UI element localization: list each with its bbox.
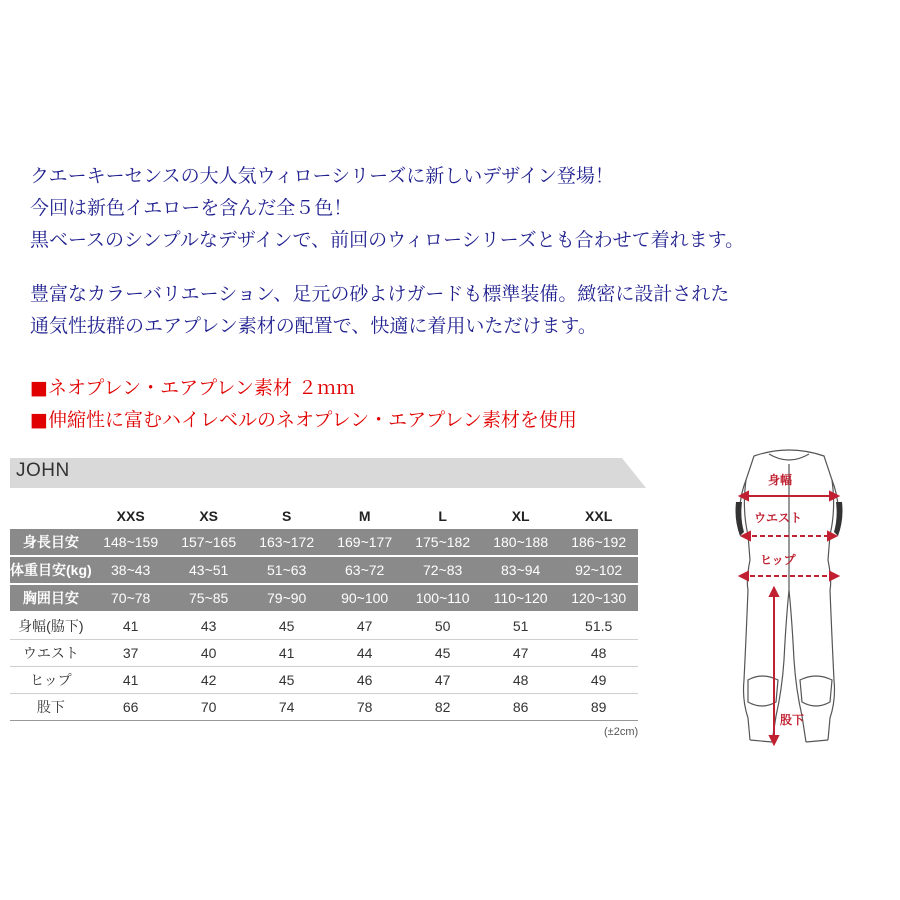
row-label: 身幅(脇下) [10, 612, 92, 640]
table-cell: 180~188 [482, 529, 560, 556]
row-label: ウエスト [10, 640, 92, 667]
tolerance-note: (±2cm) [604, 726, 639, 738]
table-cell: 48 [482, 667, 560, 694]
table-cell: 120~130 [560, 584, 638, 612]
table-cell: 110~120 [482, 584, 560, 612]
table-cell: 66 [92, 694, 170, 721]
spec-line: ■ネオプレン・エアプレン素材 ２ｍｍ [30, 377, 355, 399]
table-cell: 89 [560, 694, 638, 721]
size-header: XXL [585, 508, 613, 524]
size-header: L [438, 508, 447, 524]
table-cell: 44 [326, 640, 404, 667]
table-cell: 90~100 [326, 584, 404, 612]
hip-label: ヒップ [760, 553, 796, 567]
table-cell: 41 [92, 667, 170, 694]
table-row-body-width [10, 612, 638, 640]
description-line: 通気性抜群のエアプレン素材の配置で、快適に着用いただけます。 [30, 315, 597, 337]
table-cell: 46 [326, 667, 404, 694]
row-label: ヒップ [10, 667, 92, 694]
table-cell: 43~51 [170, 556, 248, 584]
size-header-blank [10, 503, 92, 529]
table-cell: 51 [482, 612, 560, 640]
table-row-chest [10, 584, 638, 612]
table-cell: 40 [170, 640, 248, 667]
size-header: XXS [116, 508, 145, 524]
row-label: 胸囲目安 [10, 584, 92, 612]
table-cell: 41 [92, 612, 170, 640]
table-cell: 75~85 [170, 584, 248, 612]
table-cell: 70 [170, 694, 248, 721]
table-cell: 37 [92, 640, 170, 667]
size-chart-table [10, 503, 638, 721]
size-header: M [358, 508, 371, 524]
description-line: 黒ベースのシンプルなデザインで、前回のウィローシリーズとも合わせて着れます。 [30, 229, 745, 251]
description-line: 今回は新色イエローを含んだ全５色！ [30, 197, 353, 219]
model-header-background [10, 458, 646, 488]
model-header-bar [10, 458, 646, 488]
table-cell: 70~78 [92, 584, 170, 612]
table-cell: 86 [482, 694, 560, 721]
table-cell: 186~192 [560, 529, 638, 556]
row-label: 股下 [10, 694, 92, 721]
table-cell: 38~43 [92, 556, 170, 584]
table-cell: 92~102 [560, 556, 638, 584]
table-cell: 42 [170, 667, 248, 694]
table-cell: 100~110 [404, 584, 482, 612]
table-cell: 50 [404, 612, 482, 640]
table-cell: 47 [482, 640, 560, 667]
table-cell: 157~165 [170, 529, 248, 556]
description-line: 豊富なカラーバリエーション、足元の砂よけガードも標準装備。緻密に設計された [30, 283, 730, 305]
spec-line: ■伸縮性に富むハイレベルのネオプレン・エアプレン素材を使用 [30, 409, 577, 431]
table-cell: 45 [248, 667, 326, 694]
table-cell: 63~72 [326, 556, 404, 584]
chest-label: 身幅 [768, 473, 793, 487]
material-specs [30, 372, 577, 436]
table-row-hip [10, 667, 638, 694]
table-cell: 47 [404, 667, 482, 694]
table-row-inseam [10, 694, 638, 721]
table-cell: 163~172 [248, 529, 326, 556]
table-cell: 175~182 [404, 529, 482, 556]
table-cell: 74 [248, 694, 326, 721]
wetsuit-outline-icon [714, 440, 864, 760]
table-cell: 51.5 [560, 612, 638, 640]
table-cell: 169~177 [326, 529, 404, 556]
table-cell: 48 [560, 640, 638, 667]
size-header-row [10, 503, 638, 529]
table-cell: 45 [248, 612, 326, 640]
waist-label: ウエスト [754, 511, 803, 525]
table-row-height [10, 529, 638, 556]
model-name: JOHN [16, 460, 70, 481]
product-description [30, 160, 744, 342]
row-label: 身長目安 [10, 529, 92, 556]
wetsuit-diagram [714, 440, 864, 764]
table-cell: 82 [404, 694, 482, 721]
description-line: クエーキーセンスの大人気ウィローシリーズに新しいデザイン登場！ [30, 165, 614, 187]
size-header: XL [511, 508, 530, 524]
table-cell: 72~83 [404, 556, 482, 584]
table-cell: 78 [326, 694, 404, 721]
inseam-label: 股下 [780, 713, 805, 727]
table-cell: 51~63 [248, 556, 326, 584]
table-cell: 148~159 [92, 529, 170, 556]
table-row-waist [10, 640, 638, 667]
table-cell: 83~94 [482, 556, 560, 584]
table-cell: 41 [248, 640, 326, 667]
table-row-weight [10, 556, 638, 584]
table-cell: 49 [560, 667, 638, 694]
row-label: 体重目安(kg) [10, 556, 92, 584]
size-header: XS [199, 508, 219, 524]
table-cell: 43 [170, 612, 248, 640]
table-cell: 45 [404, 640, 482, 667]
size-header: S [282, 508, 292, 524]
table-cell: 79~90 [248, 584, 326, 612]
table-cell: 47 [326, 612, 404, 640]
